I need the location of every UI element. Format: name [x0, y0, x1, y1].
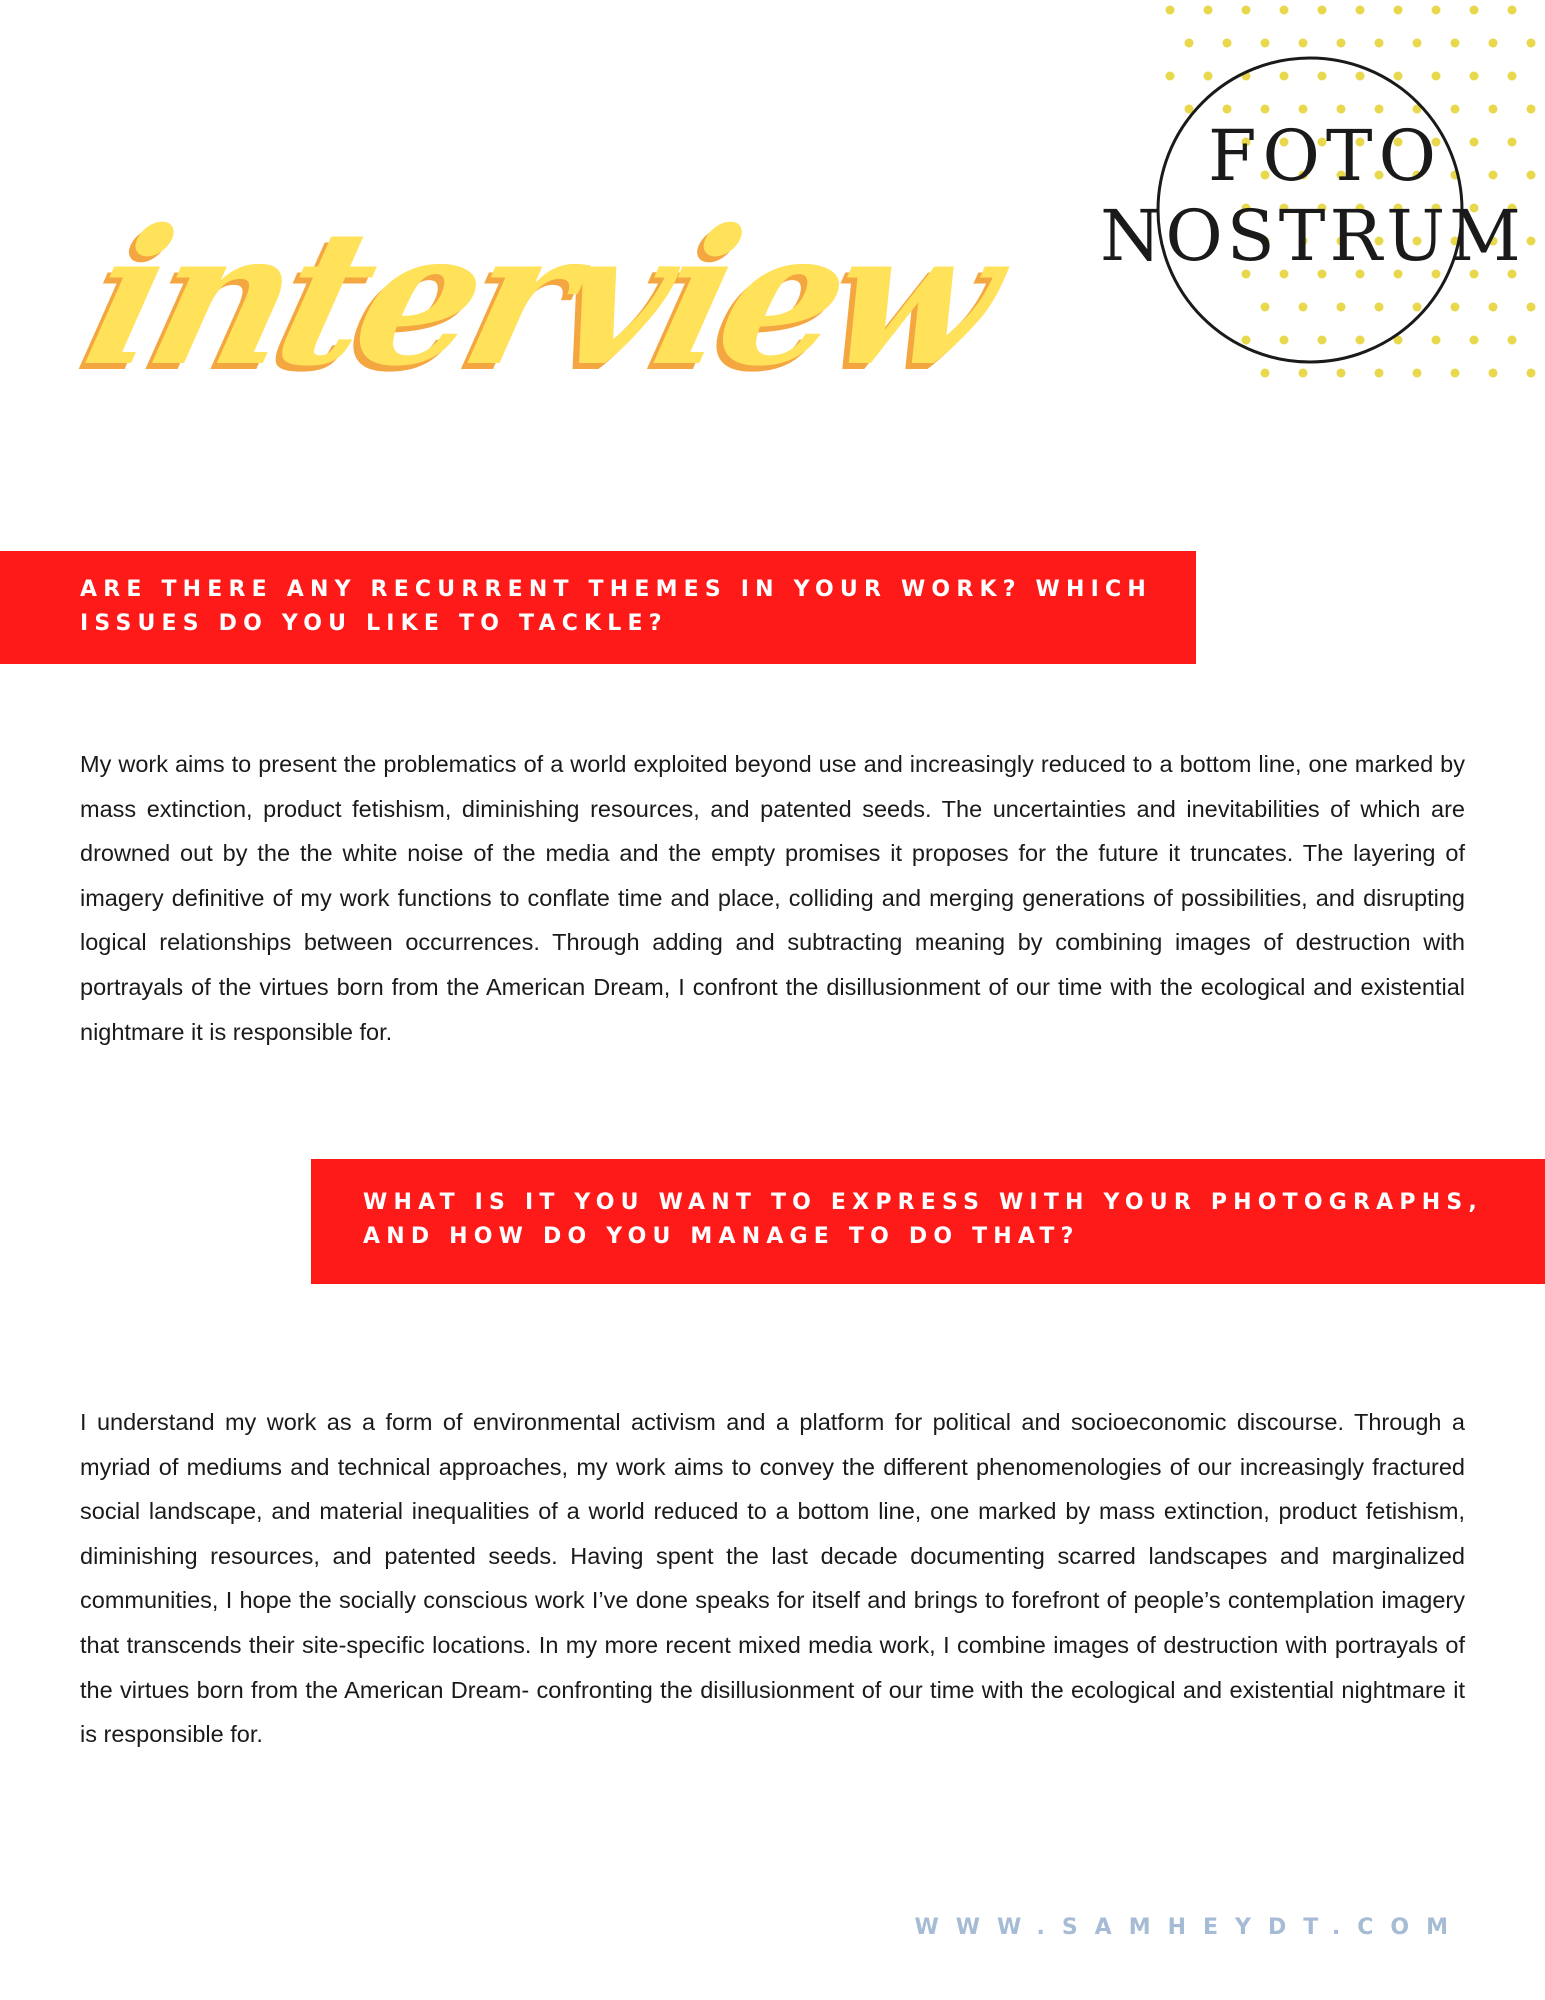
- logo-dot: [1356, 336, 1365, 345]
- logo-dot: [1223, 105, 1232, 114]
- logo-dot: [1356, 72, 1365, 81]
- logo-dot: [1470, 336, 1479, 345]
- logo-text-foto: FOTO: [1207, 115, 1443, 197]
- page-title: interview: [67, 188, 1016, 407]
- logo-dot: [1489, 39, 1498, 48]
- logo-dot: [1375, 105, 1384, 114]
- logo-dot: [1166, 6, 1175, 15]
- logo-dot: [1470, 6, 1479, 15]
- logo-dot: [1451, 369, 1460, 378]
- logo-dot: [1299, 39, 1308, 48]
- logo-dot: [1280, 336, 1289, 345]
- logo-dot: [1299, 369, 1308, 378]
- logo-dot: [1337, 105, 1346, 114]
- logo-dot: [1375, 369, 1384, 378]
- logo-dot: [1527, 171, 1536, 180]
- logo-dot: [1394, 6, 1403, 15]
- logo-dot: [1242, 6, 1251, 15]
- logo-dot: [1508, 138, 1517, 147]
- question-banner-1: [0, 551, 1196, 664]
- logo-dot: [1223, 39, 1232, 48]
- logo-dot: [1413, 303, 1422, 312]
- logo-dot: [1527, 369, 1536, 378]
- logo-dot: [1451, 303, 1460, 312]
- logo-dot: [1318, 336, 1327, 345]
- logo-dot: [1451, 105, 1460, 114]
- question-1-text: ARE THERE ANY RECURRENT THEMES IN YOUR WORK? WHICH ISSUES DO YOU LIKE TO TACKLE?: [80, 577, 1152, 636]
- logo-dot: [1261, 105, 1270, 114]
- logo-dot: [1432, 72, 1441, 81]
- logo-dot: [1375, 39, 1384, 48]
- logo-dot: [1299, 303, 1308, 312]
- logo-dot: [1489, 171, 1498, 180]
- logo-dot: [1413, 369, 1422, 378]
- logo-dot: [1508, 6, 1517, 15]
- logo-dot: [1489, 105, 1498, 114]
- logo-dot: [1166, 72, 1175, 81]
- logo-dot: [1432, 6, 1441, 15]
- logo-dot: [1508, 72, 1517, 81]
- logo-text-nostrum: NOSTRUM: [1100, 195, 1525, 277]
- logo-dot: [1432, 336, 1441, 345]
- logo-dot: [1451, 39, 1460, 48]
- logo-dot: [1527, 303, 1536, 312]
- logo-dot: [1261, 303, 1270, 312]
- answer-2-paragraph: I understand my work as a form of environmental activism and a platform for political and socioeconomic discourse. Through a myriad of mediums and technical approaches, my work aims to convey the different phenomenologies of our increasingly fractured social landscape, and material inequalities of a world reduced to a bottom line, one marked by mass extinction, product fetishism, diminishing resources, and patented seeds. Having spent the last decade documenting scarred landscapes and marginalized communities, I hope the socially conscious work I’ve done speaks for itself and brings to forefront of people’s contemplation imagery that transcends their site-specific locations. In my more recent mixed media work, I combine images of destruction with portrayals of the virtues born from the American Dream- confronting the disillusionment of our time with the ecological and existential nightmare it is responsible for.: [80, 1409, 1465, 1748]
- question-banner-2: [311, 1159, 1545, 1284]
- logo-dot: [1204, 72, 1213, 81]
- logo-dot: [1337, 303, 1346, 312]
- logo-dot: [1356, 6, 1365, 15]
- question-2-text: WHAT IS IT YOU WANT TO EXPRESS WITH YOUR PHOTOGRAPHS, AND HOW DO YOU MANAGE TO DO THAT?: [363, 1190, 1483, 1249]
- logo-dot: [1204, 6, 1213, 15]
- logo-dot: [1527, 39, 1536, 48]
- foto-nostrum-logo: [1080, 0, 1545, 400]
- logo-dot: [1394, 72, 1403, 81]
- logo-dot: [1185, 39, 1194, 48]
- logo-dot: [1527, 105, 1536, 114]
- logo-dot: [1489, 369, 1498, 378]
- logo-dot: [1261, 369, 1270, 378]
- logo-dot: [1318, 6, 1327, 15]
- logo-dot: [1337, 39, 1346, 48]
- logo-dot: [1280, 72, 1289, 81]
- logo-dot: [1280, 6, 1289, 15]
- logo-dot: [1337, 369, 1346, 378]
- logo-dot: [1261, 39, 1270, 48]
- logo-dot: [1318, 72, 1327, 81]
- logo-dot: [1413, 39, 1422, 48]
- logo-dot: [1242, 336, 1251, 345]
- logo-dot: [1375, 303, 1384, 312]
- logo-dot: [1470, 72, 1479, 81]
- logo-dot: [1489, 303, 1498, 312]
- logo-dot: [1299, 105, 1308, 114]
- footer-website-link[interactable]: WWW.SAMHEYDT.COM: [914, 1915, 1465, 1940]
- answer-1-paragraph: My work aims to present the problematics of a world exploited beyond use and increasingly reduced to a bottom line, one marked by mass extinction, product fetishism, diminishing resources, and patented seeds. The uncertainties and inevitabilities of which are drowned out by the the white noise of the media and the empty promises it proposes for the future it truncates. The layering of imagery definitive of my work functions to conflate time and place, colliding and merging generations of possibilities, and disrupting logical relationships between occurrences. Through adding and subtracting meaning by combining images of destruction with portrayals of the virtues born from the American Dream, I confront the disillusionment of our time with the ecological and existential nightmare it is responsible for.: [80, 751, 1465, 1045]
- logo-dot: [1508, 336, 1517, 345]
